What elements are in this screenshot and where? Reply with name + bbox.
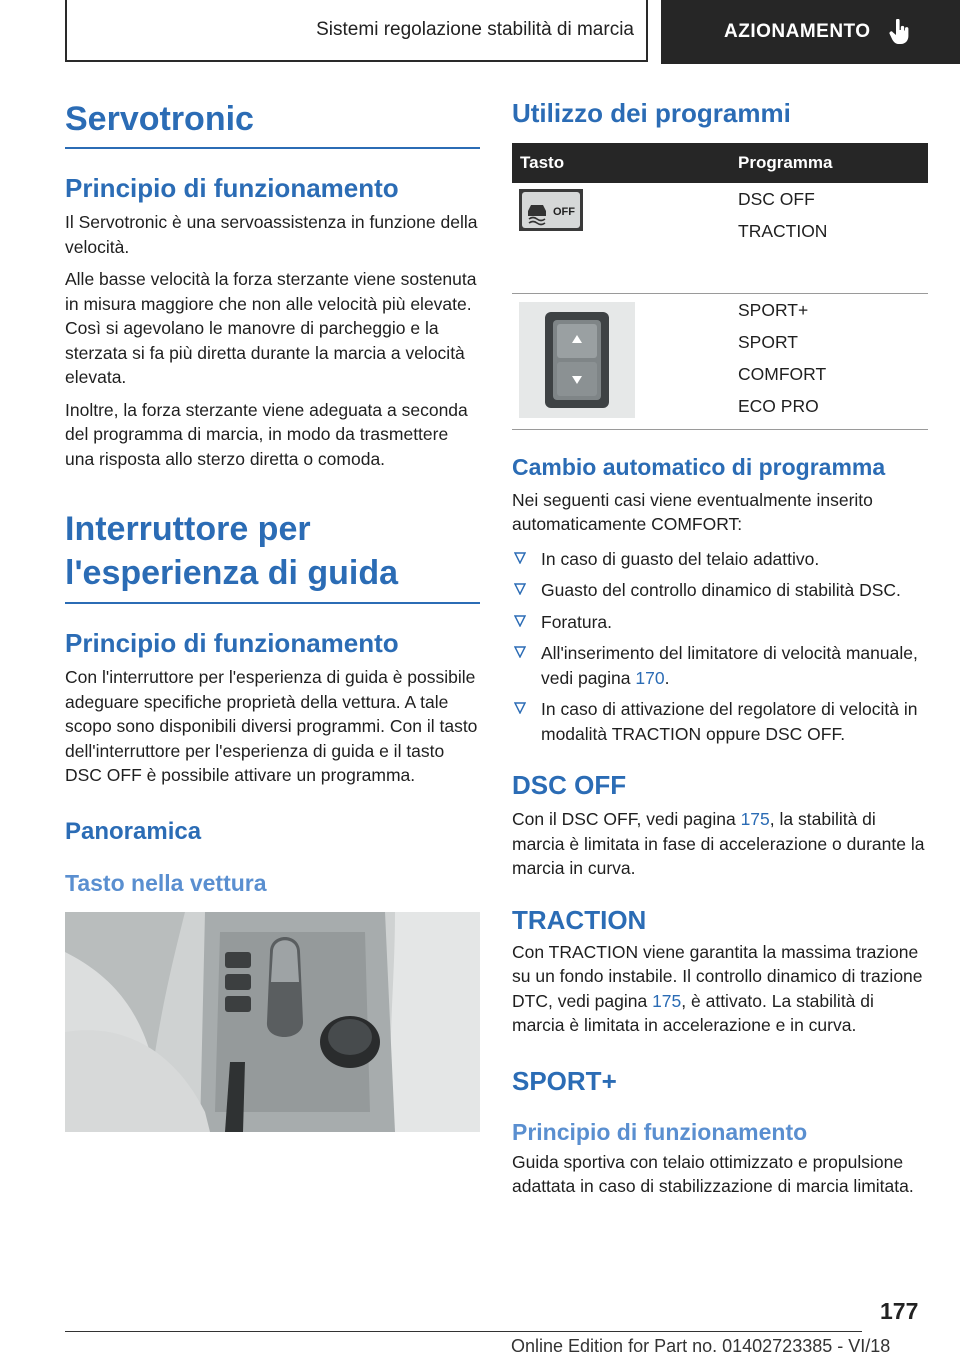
paragraph-text: Con il DSC OFF, vedi pagina — [512, 809, 741, 830]
paragraph-traction — [512, 940, 928, 1038]
driving-experience-switch-icon — [519, 302, 635, 418]
heading-rule — [65, 602, 480, 604]
section-title: Sistemi regolazione stabilità di marcia — [316, 19, 634, 40]
table-row — [512, 183, 928, 294]
heading-tasto-vettura: Tasto nella vettura — [65, 869, 267, 896]
list-item — [512, 610, 928, 635]
paragraph-servotronic-1: Il Servotronic è una servoassistenza in funzione della velocità. — [65, 212, 478, 257]
paragraph-text: , la stabilità di marcia è limitata in fase di accelerazione o durante la marcia in curva. — [512, 809, 925, 879]
paragraph-cambio: Nei seguenti casi viene eventualmente inserito automaticamente COMFORT: — [512, 489, 873, 535]
heading-cambio-automatico: Cambio automatico di programma — [512, 454, 886, 481]
fallback-list — [512, 547, 928, 747]
program-comfort: COMFORT — [738, 364, 827, 385]
heading-principio-2: Principio di funzionamento — [65, 628, 399, 659]
list-item-text: All'inserimento del limitatore di velocità manuale, vedi pagina — [541, 643, 918, 688]
triangle-bullet-icon — [514, 646, 526, 658]
heading-sport-plus: SPORT+ — [512, 1065, 617, 1096]
program-sport-plus: SPORT+ — [738, 300, 809, 321]
list-item-text: Guasto del controllo dinamico di stabilità DSC. — [541, 580, 901, 601]
column-header-programma: Programma — [730, 143, 928, 183]
triangle-bullet-icon — [514, 615, 526, 627]
program-traction: TRACTION — [738, 221, 828, 242]
center-console-photo — [65, 912, 480, 1132]
triangle-bullet-icon — [514, 552, 526, 564]
heading-traction: TRACTION — [512, 904, 647, 935]
heading-dsc-off: DSC OFF — [512, 770, 627, 801]
header-section-box — [65, 0, 648, 62]
heading-principio-3: Principio di funzionamento — [512, 1118, 808, 1145]
dsc-button-label: OFF — [553, 206, 575, 219]
list-item-text: In caso di guasto del telaio adattivo. — [541, 548, 820, 569]
triangle-bullet-icon — [514, 702, 526, 714]
paragraph-text: , è attivato. La stabilità di marcia è limitata in accelerazione e in curva. — [512, 990, 874, 1036]
heading-rule — [65, 147, 480, 149]
list-item-text-end: . — [664, 667, 670, 688]
heading-interruttore-line2: l'esperienza di guida — [65, 554, 399, 593]
heading-principio-1: Principio di funzionamento — [65, 173, 399, 204]
paragraph-sport-plus: Guida sportiva con telaio ottimizzato e propulsione adattata in caso di stabilizzazione di marcia limitata. — [512, 1151, 914, 1197]
heading-interruttore — [65, 507, 480, 595]
list-item — [512, 578, 928, 603]
heading-panoramica: Panoramica — [65, 817, 202, 845]
list-item — [512, 697, 928, 746]
programs-table — [512, 143, 928, 430]
heading-servotronic: Servotronic — [65, 100, 254, 138]
column-header-tasto: Tasto — [512, 143, 730, 183]
page-link-175[interactable]: 175 — [652, 990, 682, 1011]
paragraph-interruttore: Con l'interruttore per l'esperienza di guida è possibile adeguare specifiche proprietà della vettura. A tale scopo sono disponibili diversi programmi. Con il tasto dell'interruttore per l'esperienza di guida e il tasto DSC OFF è possibile attivare un programma. — [65, 667, 478, 786]
chapter-label: AZIONAMENTO — [724, 21, 871, 42]
heading-utilizzo: Utilizzo dei programmi — [512, 98, 791, 128]
edition-note: Online Edition for Part no. 01402723385 - VI/18 — [511, 1336, 891, 1356]
page-number: 177 — [880, 1298, 919, 1324]
heading-interruttore-line1: Interruttore per — [65, 510, 311, 549]
paragraph-text: Con TRACTION viene garantita la massima trazione su un fondo instabile. Il controllo dinamico di trazione DTC, vedi pagina — [512, 941, 923, 1011]
paragraph-dsc-off — [512, 807, 928, 881]
list-item-text: Foratura. — [541, 611, 612, 632]
page-link-170[interactable]: 170 — [635, 667, 665, 688]
chapter-tab[interactable] — [661, 0, 960, 64]
program-sport: SPORT — [738, 332, 798, 353]
program-dsc-off: DSC OFF — [738, 189, 815, 210]
program-eco-pro: ECO PRO — [738, 396, 819, 417]
triangle-bullet-icon — [514, 583, 526, 595]
list-item — [512, 547, 928, 572]
page-link-175[interactable]: 175 — [740, 809, 770, 830]
table-row — [512, 294, 928, 430]
footer-rule — [65, 1331, 862, 1332]
hand-pointer-icon — [889, 19, 911, 45]
paragraph-servotronic-3: Inoltre, la forza sterzante viene adeguata a seconda del programma di marcia, in modo da trasmettere una risposta allo sterzo diretta o comoda. — [65, 399, 468, 469]
paragraph-servotronic-2: Alle basse velocità la forza sterzante viene sostenuta in misura maggiore che non alle velocità più elevate. Così si agevolano le manovre di parcheggio e la sterzata si fa più diretta durante la marcia a velocità elevata. — [65, 269, 477, 388]
dsc-off-button-icon — [519, 189, 583, 231]
list-item — [512, 641, 928, 690]
list-item-text: In caso di attivazione del regolatore di velocità in modalità TRACTION oppure DSC OFF. — [541, 699, 918, 744]
